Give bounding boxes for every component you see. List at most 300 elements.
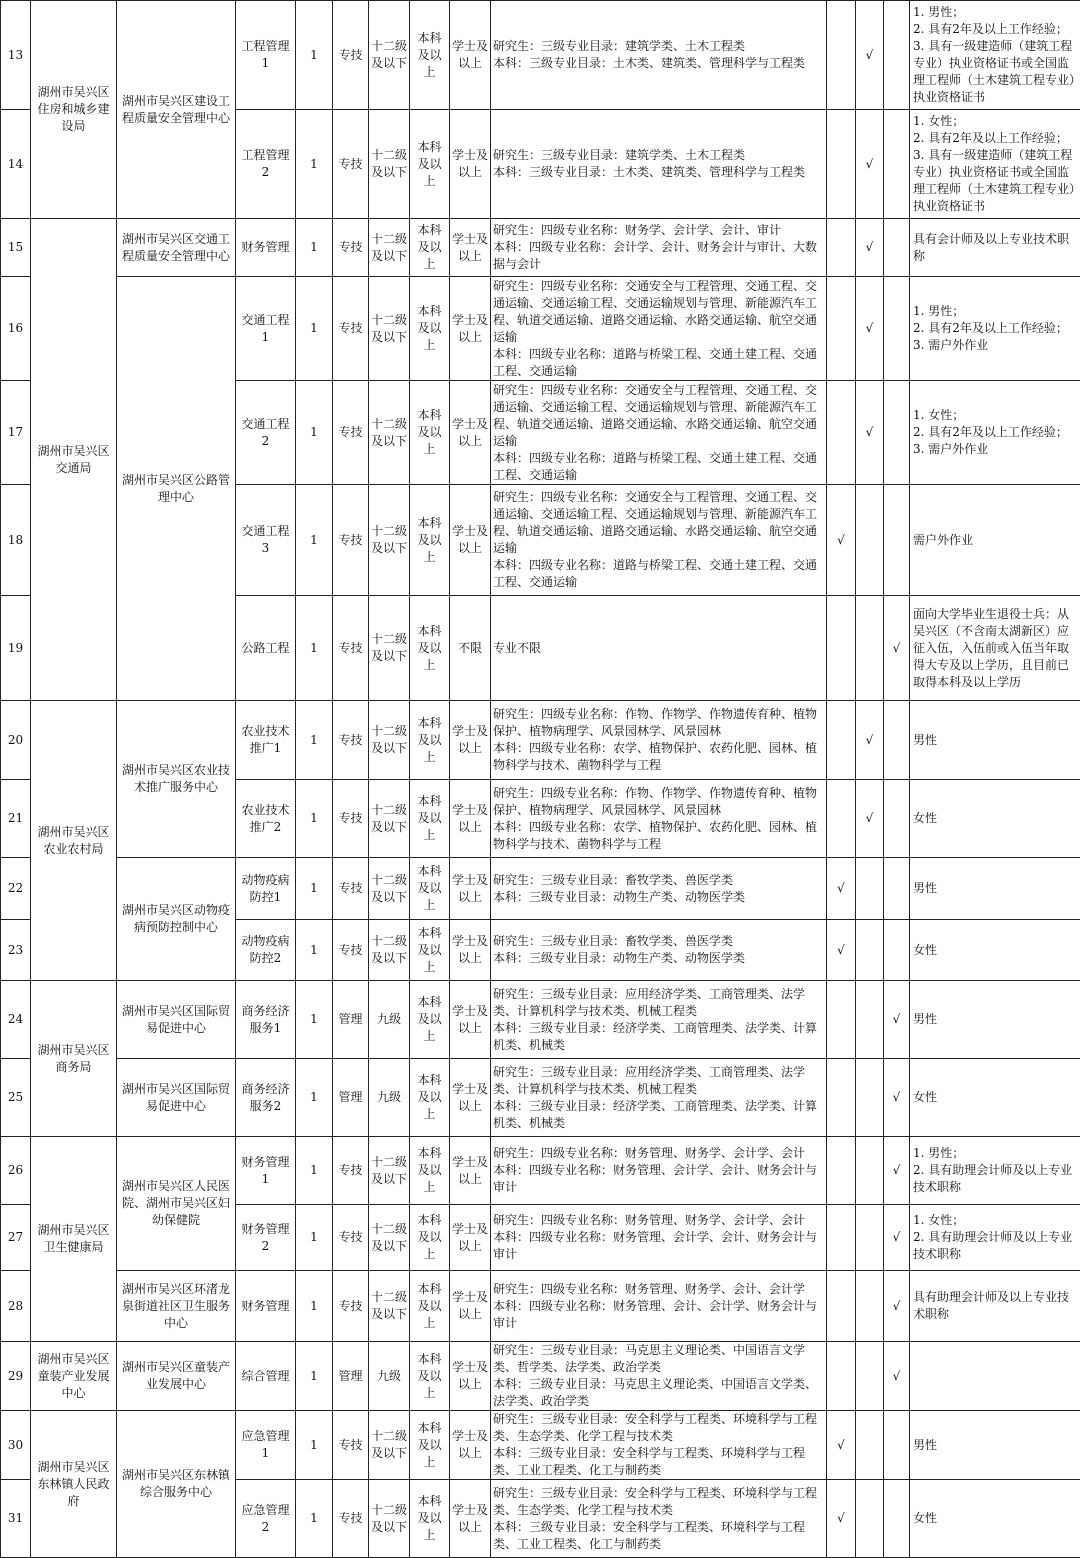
post-level: 十二级及以下 (369, 1205, 410, 1271)
req-line: 1. 男性； (913, 4, 1078, 21)
target-col-3 (884, 110, 910, 219)
unit-name: 湖州市吴兴区环渚龙泉街道社区卫生服务中心 (117, 1271, 236, 1342)
req-line: 3. 具有一级建造师（建筑工程专业）执业资格证书或全国监理工程师（土木建筑工程专业）执业资格证书 (913, 147, 1078, 215)
post-level: 十二级及以下 (369, 1, 410, 110)
major-line: 研究生：三级专业目录：畜牧学类、兽医学类 (493, 872, 824, 889)
post-name: 工程管理2 (236, 110, 296, 219)
unit-name: 湖州市吴兴区公路管理中心 (117, 277, 236, 701)
post-name: 农业技术推广2 (236, 780, 296, 858)
post-level: 十二级及以下 (369, 381, 410, 485)
post-count: 1 (296, 858, 333, 920)
education: 本科及以上 (410, 381, 450, 485)
dept-name: 湖州市吴兴区童装产业发展中心 (31, 1342, 117, 1411)
requirements-cell (910, 485, 1080, 596)
row-no: 13 (1, 1, 31, 110)
target-col-2 (856, 1411, 884, 1480)
row-no: 26 (1, 1137, 31, 1205)
post-level: 十二级及以下 (369, 1137, 410, 1205)
target-col-3 (884, 277, 910, 381)
req-line: 1. 男性； (913, 303, 1078, 320)
post-category: 专技 (333, 110, 369, 219)
row-no: 21 (1, 780, 31, 858)
unit-name: 湖州市吴兴区国际贸易促进中心 (117, 981, 236, 1059)
dept-name: 湖州市吴兴区商务局 (31, 981, 117, 1137)
target-col-1 (827, 780, 856, 858)
post-level: 十二级及以下 (369, 485, 410, 596)
major-line: 本科：四级专业名称：会计学、会计、财务会计与审计、大数据与会计 (493, 239, 824, 273)
check-mark: √ (884, 981, 910, 1059)
check-mark: √ (856, 277, 884, 381)
req-line: 男性 (913, 880, 1078, 897)
major-line: 研究生：四级专业名称：财务管理、财务学、会计、会计学 (493, 1281, 824, 1298)
post-count: 1 (296, 780, 333, 858)
target-col-1 (827, 596, 856, 701)
row-no: 23 (1, 920, 31, 981)
major-cell (491, 780, 827, 858)
unit-name: 湖州市吴兴区动物疫病预防控制中心 (117, 858, 236, 981)
req-line: 2. 具有2年及以上工作经验； (913, 320, 1078, 337)
post-level: 十二级及以下 (369, 1480, 410, 1558)
requirements-cell (910, 110, 1080, 219)
post-level: 十二级及以下 (369, 858, 410, 920)
unit-name: 湖州市吴兴区童装产业发展中心 (117, 1342, 236, 1411)
requirements-cell (910, 1, 1080, 110)
row-no: 15 (1, 219, 31, 277)
major-cell (491, 1059, 827, 1137)
unit-name: 湖州市吴兴区交通工程质量安全管理中心 (117, 219, 236, 277)
dept-name: 湖州市吴兴区住房和城乡建设局 (31, 1, 117, 219)
post-count: 1 (296, 1271, 333, 1342)
major-line: 研究生：三级专业目录：马克思主义理论类、中国语言文学类、哲学类、法学类、政治学类 (493, 1342, 824, 1376)
post-category: 管理 (333, 1342, 369, 1411)
post-category: 专技 (333, 596, 369, 701)
education: 本科及以上 (410, 1205, 450, 1271)
check-mark: √ (856, 780, 884, 858)
target-col-1 (827, 277, 856, 381)
post-category: 管理 (333, 981, 369, 1059)
unit-name: 湖州市吴兴区国际贸易促进中心 (117, 1059, 236, 1137)
unit-name: 湖州市吴兴区建设工程质量安全管理中心 (117, 1, 236, 219)
check-mark: √ (827, 1411, 856, 1480)
req-line: 2. 具有2年及以上工作经验； (913, 21, 1078, 38)
target-col-1 (827, 1342, 856, 1411)
post-category: 专技 (333, 858, 369, 920)
major-line: 本科：四级专业名称：财务管理、会计学、会计、财务会计与审计 (493, 1162, 824, 1196)
post-name: 财务管理2 (236, 1205, 296, 1271)
post-level: 十二级及以下 (369, 780, 410, 858)
req-line: 女性 (913, 942, 1078, 959)
target-col-2 (856, 1480, 884, 1558)
degree: 学士及以上 (450, 1059, 491, 1137)
post-count: 1 (296, 1059, 333, 1137)
req-line: 3. 具有一级建造师（建筑工程专业）执业资格证书或全国监理工程师（土木建筑工程专业）执业资格证书 (913, 38, 1078, 106)
major-line: 研究生：三级专业目录：应用经济学类、工商管理类、法学类、计算机科学与技术类、机械工程类 (493, 1064, 824, 1098)
row-no: 22 (1, 858, 31, 920)
check-mark: √ (827, 485, 856, 596)
major-line: 本科：三级专业目录：马克思主义理论类、中国语言文学类、法学类、政治学类 (493, 1376, 824, 1410)
post-level: 九级 (369, 981, 410, 1059)
target-col-2 (856, 596, 884, 701)
target-col-1 (827, 981, 856, 1059)
row-no: 30 (1, 1411, 31, 1480)
education: 本科及以上 (410, 1271, 450, 1342)
major-cell (491, 277, 827, 381)
requirements-cell (910, 1342, 1080, 1411)
post-name: 财务管理 (236, 219, 296, 277)
degree: 学士及以上 (450, 1137, 491, 1205)
post-count: 1 (296, 1137, 333, 1205)
req-line: 面向大学毕业生退役士兵：从吴兴区（不含南太湖新区）应征入伍，入伍前或入伍当年取得大专及以上学历，且目前已取得本科及以上学历 (913, 606, 1078, 691)
row-no: 27 (1, 1205, 31, 1271)
post-level: 十二级及以下 (369, 110, 410, 219)
target-col-3 (884, 381, 910, 485)
target-col-3 (884, 1480, 910, 1558)
check-mark: √ (884, 596, 910, 701)
post-count: 1 (296, 1411, 333, 1480)
major-line: 专业不限 (493, 640, 824, 657)
major-line: 本科：三级专业目录：经济学类、工商管理类、法学类、计算机类、机械类 (493, 1020, 824, 1054)
major-cell (491, 858, 827, 920)
post-level: 十二级及以下 (369, 920, 410, 981)
post-name: 公路工程 (236, 596, 296, 701)
check-mark: √ (884, 1059, 910, 1137)
post-count: 1 (296, 1480, 333, 1558)
target-col-3 (884, 780, 910, 858)
row-no: 19 (1, 596, 31, 701)
req-line: 3. 需户外作业 (913, 441, 1078, 458)
post-category: 专技 (333, 381, 369, 485)
check-mark: √ (827, 920, 856, 981)
education: 本科及以上 (410, 1137, 450, 1205)
post-category: 专技 (333, 920, 369, 981)
post-count: 1 (296, 110, 333, 219)
major-line: 本科：三级专业目录：安全科学与工程类、环境科学与工程类、工业工程类、化工与制药类 (493, 1519, 824, 1553)
target-col-2 (856, 858, 884, 920)
post-name: 交通工程1 (236, 277, 296, 381)
major-line: 本科：四级专业名称：农学、植物保护、农药化肥、园林、植物科学与技术、菌物科学与工程 (493, 819, 824, 853)
degree: 学士及以上 (450, 920, 491, 981)
req-line: 2. 具有2年及以上工作经验； (913, 130, 1078, 147)
education: 本科及以上 (410, 858, 450, 920)
unit-name: 湖州市吴兴区人民医院、湖州市吴兴区妇幼保健院 (117, 1137, 236, 1271)
req-line: 具有会计师及以上专业技术职称 (913, 231, 1078, 265)
target-col-2 (856, 1205, 884, 1271)
target-col-2 (856, 1137, 884, 1205)
row-no: 29 (1, 1342, 31, 1411)
major-line: 研究生：三级专业目录：畜牧学类、兽医学类 (493, 933, 824, 950)
requirements-cell (910, 701, 1080, 780)
education: 本科及以上 (410, 485, 450, 596)
degree: 学士及以上 (450, 858, 491, 920)
requirements-cell (910, 981, 1080, 1059)
major-line: 本科：三级专业目录：经济学类、工商管理类、法学类、计算机类、机械类 (493, 1098, 824, 1132)
req-line: 1. 男性； (913, 1145, 1078, 1162)
req-line: 女性 (913, 1510, 1078, 1527)
req-line: 1. 女性； (913, 407, 1078, 424)
target-col-3 (884, 1, 910, 110)
req-line: 1. 女性； (913, 1212, 1078, 1229)
check-mark: √ (884, 1271, 910, 1342)
row-no: 18 (1, 485, 31, 596)
post-level: 十二级及以下 (369, 277, 410, 381)
education: 本科及以上 (410, 110, 450, 219)
degree: 学士及以上 (450, 981, 491, 1059)
major-line: 研究生：四级专业名称：财务管理、财务学、会计学、会计 (493, 1212, 824, 1229)
post-category: 专技 (333, 277, 369, 381)
target-col-2 (856, 1342, 884, 1411)
post-count: 1 (296, 701, 333, 780)
major-cell (491, 1137, 827, 1205)
requirements-cell (910, 1137, 1080, 1205)
major-line: 本科：三级专业目录：土木类、建筑类、管理科学与工程类 (493, 55, 824, 72)
degree: 学士及以上 (450, 1480, 491, 1558)
req-line: 具有助理会计师及以上专业技术职称 (913, 1289, 1078, 1323)
major-cell (491, 596, 827, 701)
post-category: 专技 (333, 1, 369, 110)
post-level: 十二级及以下 (369, 596, 410, 701)
check-mark: √ (856, 381, 884, 485)
education: 本科及以上 (410, 780, 450, 858)
unit-name: 湖州市吴兴区农业技术推广服务中心 (117, 701, 236, 858)
unit-name: 湖州市吴兴区东林镇综合服务中心 (117, 1411, 236, 1558)
post-name: 交通工程2 (236, 381, 296, 485)
target-col-1 (827, 1271, 856, 1342)
degree: 学士及以上 (450, 219, 491, 277)
post-level: 十二级及以下 (369, 219, 410, 277)
req-line: 需户外作业 (913, 532, 1078, 549)
post-category: 管理 (333, 1059, 369, 1137)
education: 本科及以上 (410, 701, 450, 780)
major-line: 本科：四级专业名称：财务管理、会计学、会计、财务会计与审计 (493, 1229, 824, 1263)
major-line: 本科：三级专业目录：动物生产类、动物医学类 (493, 889, 824, 906)
post-category: 专技 (333, 780, 369, 858)
req-line: 2. 具有2年及以上工作经验； (913, 424, 1078, 441)
check-mark: √ (856, 219, 884, 277)
row-no: 24 (1, 981, 31, 1059)
major-line: 研究生：三级专业目录：建筑学类、土木工程类 (493, 38, 824, 55)
target-col-2 (856, 920, 884, 981)
post-category: 专技 (333, 1480, 369, 1558)
dept-name: 湖州市吴兴区卫生健康局 (31, 1137, 117, 1342)
target-col-1 (827, 1059, 856, 1137)
target-col-1 (827, 1205, 856, 1271)
post-category: 专技 (333, 1205, 369, 1271)
req-line: 男性 (913, 1437, 1078, 1454)
post-count: 1 (296, 485, 333, 596)
req-line: 男性 (913, 732, 1078, 749)
post-count: 1 (296, 596, 333, 701)
target-col-3 (884, 1411, 910, 1480)
major-cell (491, 381, 827, 485)
row-no: 14 (1, 110, 31, 219)
requirements-cell (910, 381, 1080, 485)
target-col-3 (884, 920, 910, 981)
row-no: 31 (1, 1480, 31, 1558)
post-count: 1 (296, 1205, 333, 1271)
req-line: 1. 女性； (913, 113, 1078, 130)
target-col-1 (827, 1137, 856, 1205)
target-col-1 (827, 701, 856, 780)
post-level: 九级 (369, 1059, 410, 1137)
major-cell (491, 920, 827, 981)
req-line: 男性 (913, 1011, 1078, 1028)
req-line: 女性 (913, 1089, 1078, 1106)
dept-name: 湖州市吴兴区交通局 (31, 219, 117, 701)
major-line: 研究生：三级专业目录：应用经济学类、工商管理类、法学类、计算机科学与技术类、机械工程类 (493, 986, 824, 1020)
check-mark: √ (827, 858, 856, 920)
major-cell (491, 1271, 827, 1342)
requirements-cell (910, 1411, 1080, 1480)
requirements-cell (910, 920, 1080, 981)
major-line: 研究生：四级专业名称：交通安全与工程管理、交通工程、交通运输、交通运输工程、交通运输规划与管理、新能源汽车工程、轨道交通运输、道路交通运输、水路交通运输、航空交通运输 (493, 382, 824, 450)
post-name: 动物疫病防控1 (236, 858, 296, 920)
requirements-cell (910, 1271, 1080, 1342)
requirements-cell (910, 277, 1080, 381)
education: 本科及以上 (410, 1, 450, 110)
major-line: 本科：四级专业名称：道路与桥梁工程、交通土建工程、交通工程、交通运输 (493, 557, 824, 591)
requirements-cell (910, 780, 1080, 858)
education: 本科及以上 (410, 1059, 450, 1137)
degree: 学士及以上 (450, 1, 491, 110)
education: 本科及以上 (410, 219, 450, 277)
major-cell (491, 1205, 827, 1271)
row-no: 16 (1, 277, 31, 381)
check-mark: √ (856, 110, 884, 219)
post-category: 专技 (333, 1411, 369, 1480)
major-line: 研究生：三级专业目录：建筑学类、土木工程类 (493, 147, 824, 164)
requirements-cell (910, 858, 1080, 920)
post-count: 1 (296, 920, 333, 981)
post-level: 十二级及以下 (369, 1411, 410, 1480)
post-category: 专技 (333, 701, 369, 780)
education: 本科及以上 (410, 920, 450, 981)
degree: 学士及以上 (450, 780, 491, 858)
major-line: 本科：四级专业名称：农学、植物保护、农药化肥、园林、植物科学与技术、菌物科学与工程 (493, 740, 824, 774)
post-name: 应急管理2 (236, 1480, 296, 1558)
major-cell (491, 1480, 827, 1558)
post-name: 财务管理1 (236, 1137, 296, 1205)
target-col-3 (884, 858, 910, 920)
post-category: 专技 (333, 1271, 369, 1342)
requirements-cell (910, 1059, 1080, 1137)
post-name: 商务经济服务2 (236, 1059, 296, 1137)
check-mark: √ (884, 1137, 910, 1205)
degree: 学士及以上 (450, 701, 491, 780)
post-count: 1 (296, 277, 333, 381)
post-count: 1 (296, 981, 333, 1059)
check-mark: √ (856, 701, 884, 780)
requirements-cell (910, 1205, 1080, 1271)
post-name: 动物疫病防控2 (236, 920, 296, 981)
target-col-2 (856, 1271, 884, 1342)
education: 本科及以上 (410, 1342, 450, 1411)
dept-name: 湖州市吴兴区东林镇人民政府 (31, 1411, 117, 1558)
major-cell (491, 1342, 827, 1411)
education: 本科及以上 (410, 596, 450, 701)
target-col-3 (884, 701, 910, 780)
degree: 学士及以上 (450, 277, 491, 381)
degree: 学士及以上 (450, 1205, 491, 1271)
post-level: 十二级及以下 (369, 701, 410, 780)
major-cell (491, 485, 827, 596)
major-cell (491, 110, 827, 219)
major-line: 本科：三级专业目录：安全科学与工程类、环境科学与工程类、工业工程类、化工与制药类 (493, 1445, 824, 1479)
req-line: 3. 需户外作业 (913, 337, 1078, 354)
major-cell (491, 219, 827, 277)
major-line: 本科：四级专业名称：道路与桥梁工程、交通土建工程、交通工程、交通运输 (493, 450, 824, 484)
major-cell (491, 1411, 827, 1480)
major-line: 本科：三级专业目录：土木类、建筑类、管理科学与工程类 (493, 164, 824, 181)
req-line: 女性 (913, 810, 1078, 827)
major-cell (491, 981, 827, 1059)
education: 本科及以上 (410, 981, 450, 1059)
degree: 不限 (450, 596, 491, 701)
major-line: 研究生：三级专业目录：安全科学与工程类、环境科学与工程类、生态学类、化学工程与技术类 (493, 1485, 824, 1519)
education: 本科及以上 (410, 1480, 450, 1558)
dept-name: 湖州市吴兴区农业农村局 (31, 701, 117, 981)
target-col-1 (827, 219, 856, 277)
post-level: 九级 (369, 1342, 410, 1411)
requirements-cell (910, 596, 1080, 701)
req-line: 2. 具有助理会计师及以上专业技术职称 (913, 1162, 1078, 1196)
post-count: 1 (296, 1342, 333, 1411)
check-mark: √ (884, 1342, 910, 1411)
major-line: 研究生：四级专业名称：作物、作物学、作物遗传育种、植物保护、植物病理学、风景园林学、风景园林 (493, 706, 824, 740)
education: 本科及以上 (410, 277, 450, 381)
post-category: 专技 (333, 219, 369, 277)
post-name: 财务管理 (236, 1271, 296, 1342)
target-col-1 (827, 1, 856, 110)
row-no: 17 (1, 381, 31, 485)
post-level: 十二级及以下 (369, 1271, 410, 1342)
degree: 学士及以上 (450, 1342, 491, 1411)
target-col-2 (856, 1059, 884, 1137)
major-cell (491, 1, 827, 110)
post-name: 交通工程3 (236, 485, 296, 596)
post-count: 1 (296, 1, 333, 110)
post-name: 工程管理1 (236, 1, 296, 110)
requirements-cell (910, 219, 1080, 277)
target-col-2 (856, 485, 884, 596)
major-line: 本科：四级专业名称：道路与桥梁工程、交通土建工程、交通工程、交通运输 (493, 346, 824, 380)
row-no: 20 (1, 701, 31, 780)
post-name: 农业技术推广1 (236, 701, 296, 780)
row-no: 28 (1, 1271, 31, 1342)
target-col-3 (884, 485, 910, 596)
check-mark: √ (884, 1205, 910, 1271)
requirements-cell (910, 1480, 1080, 1558)
major-line: 本科：四级专业名称：财务管理、会计、会计学、财务会计与审计 (493, 1298, 824, 1332)
target-col-2 (856, 981, 884, 1059)
target-col-3 (884, 219, 910, 277)
check-mark: √ (827, 1480, 856, 1558)
degree: 学士及以上 (450, 1411, 491, 1480)
major-line: 研究生：四级专业名称：交通安全与工程管理、交通工程、交通运输、交通运输工程、交通运输规划与管理、新能源汽车工程、轨道交通运输、道路交通运输、水路交通运输、航空交通运输 (493, 278, 824, 346)
degree: 学士及以上 (450, 1271, 491, 1342)
major-line: 研究生：四级专业名称：财务管理、财务学、会计学、会计 (493, 1145, 824, 1162)
post-count: 1 (296, 381, 333, 485)
major-line: 本科：三级专业目录：动物生产类、动物医学类 (493, 950, 824, 967)
major-cell (491, 701, 827, 780)
major-line: 研究生：四级专业名称：交通安全与工程管理、交通工程、交通运输、交通运输工程、交通运输规划与管理、新能源汽车工程、轨道交通运输、道路交通运输、水路交通运输、航空交通运输 (493, 489, 824, 557)
post-category: 专技 (333, 485, 369, 596)
major-line: 研究生：四级专业名称：作物、作物学、作物遗传育种、植物保护、植物病理学、风景园林学、风景园林 (493, 785, 824, 819)
post-name: 应急管理1 (236, 1411, 296, 1480)
target-col-1 (827, 110, 856, 219)
education: 本科及以上 (410, 1411, 450, 1480)
degree: 学士及以上 (450, 381, 491, 485)
check-mark: √ (856, 1, 884, 110)
